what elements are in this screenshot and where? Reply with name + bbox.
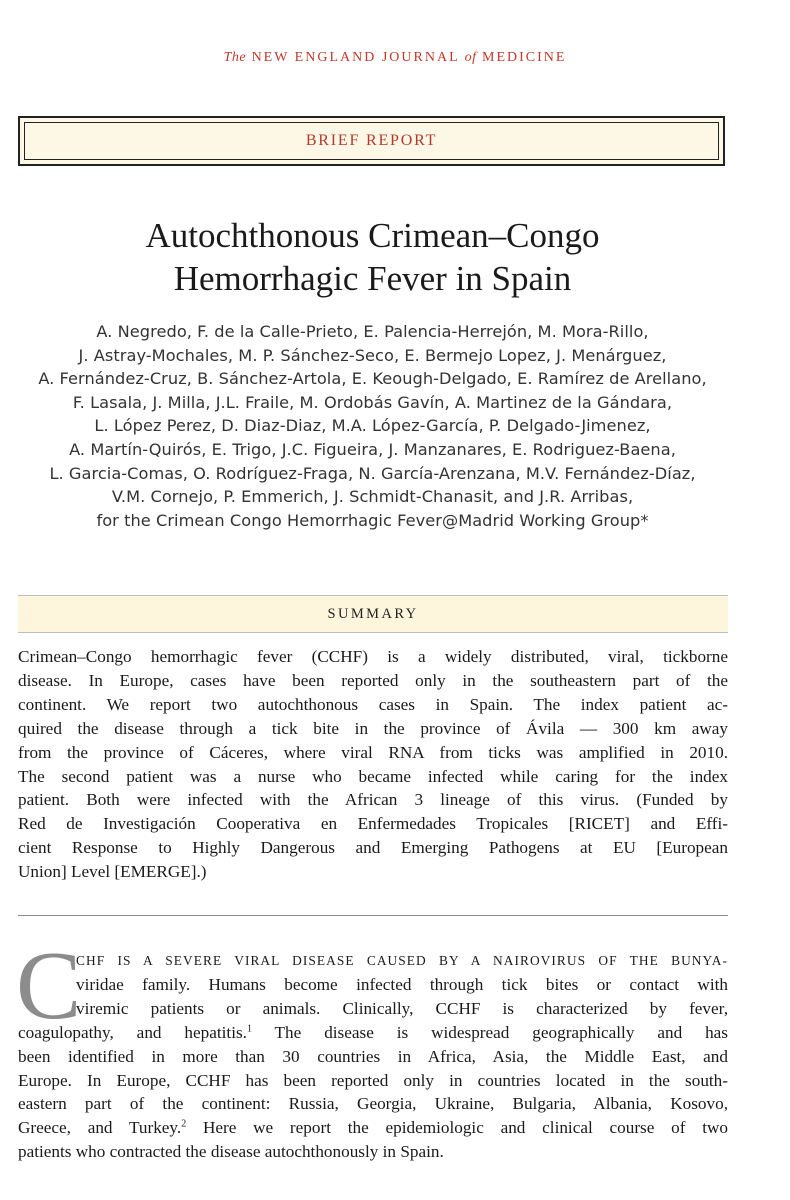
author-line: L. Garcia-Comas, O. Rodríguez-Fraga, N. García-Arenzana, M.V. Fernández-Díaz, [49,463,696,483]
body-line [18,1116,728,1140]
reference-marker[interactable]: 2 [181,1118,187,1130]
summary-paragraph [18,645,728,884]
author-line: for the Crimean Congo Hemorrhagic Fever@Madrid Working Group* [96,510,649,530]
body-line: Europe. In Europe, CCHF has been reported only in countries located in the south- [18,1070,728,1090]
summary-line: Crimean–Congo hemorrhagic fever (CCHF) is a widely distributed, viral, tickborne [18,647,728,666]
article-title-line-1: Autochthonous Crimean–Congo [145,216,600,255]
author-line: A. Fernández-Cruz, B. Sánchez-Artola, E. Keough-Delgado, E. Ramírez de Arellano, [38,369,707,389]
summary-line: from the province of Cáceres, where viral RNA from ticks was amplified in 2010. [18,742,728,762]
summary-line: cient Response to Highly Dangerous and Emerging Pathogens at EU [European [18,838,728,858]
small-caps-lead-in: CHF IS A SEVERE VIRAL DISEASE CAUSED BY A NAIROVIRUS OF THE BUNYA- [76,953,728,968]
summary-line: quired the disease through a tick bite in the province of Ávila — 300 km away [18,718,728,738]
article-title-line-2: Hemorrhagic Fever in Spain [173,259,572,298]
body-paragraph [18,948,728,1164]
journal-header [0,50,790,66]
body-line: been identified in more than 30 countries in Africa, Asia, the Middle East, and [18,1046,728,1066]
author-line: A. Martín-Quirós, E. Trigo, J.C. Figueira, J. Manzanares, E. Rodriguez-Baena, [69,439,676,459]
body-line [18,948,728,973]
author-line: L. López Perez, D. Diaz-Diaz, M.A. López-García, P. Delgado-Jimenez, [94,416,651,436]
section-label-box [18,116,725,166]
summary-line: Union] Level [EMERGE].) [18,862,207,882]
author-line: J. Astray-Mochales, M. P. Sánchez-Seco, E. Bermejo Lopez, J. Menárguez, [78,345,667,365]
body-line [18,1021,728,1045]
journal-header-name-part1: NEW ENGLAND JOURNAL [251,50,460,65]
summary-line: patient. Both were infected with the African 3 lineage of this virus. (Funded by [18,790,728,810]
section-label: BRIEF REPORT [24,122,719,160]
author-line: V.M. Cornejo, P. Emmerich, J. Schmidt-Chanasit, and J.R. Arribas, [111,487,634,507]
body-line: viremic patients or animals. Clinically, CCHF is characterized by fever, [76,998,728,1018]
body-text-segment: Greece, and Turkey. [18,1118,182,1138]
author-line: A. Negredo, F. de la Calle-Prieto, E. Palencia-Herrejón, M. Mora-Rillo, [96,322,649,341]
author-list [0,320,745,532]
summary-line: disease. In Europe, cases have been reported only in the southeastern part of the [18,670,728,690]
summary-line: Red de Investigación Cooperativa en Enfermedades Tropicales [RICET] and Effi- [18,814,728,834]
body-text-segment: The disease is widespread geographically and has [251,1022,728,1042]
body-text-segment: Here we report the epidemiologic and clinical course of two [186,1118,728,1138]
body-line: eastern part of the continent: Russia, Georgia, Ukraine, Bulgaria, Albania, Kosovo, [18,1094,728,1114]
journal-header-the: The [223,50,247,65]
author-line: F. Lasala, J. Milla, J.L. Fraile, M. Ordobás Gavín, A. Martinez de la Gándara, [72,392,673,412]
body-text-segment: coagulopathy, and hepatitis. [18,1022,247,1042]
section-divider [18,915,728,916]
body-line: patients who contracted the disease autochthonously in Spain. [18,1142,444,1162]
body-line: viridae family. Humans become infected through tick bites or contact with [76,974,728,994]
summary-line: continent. We report two autochthonous cases in Spain. The index patient ac- [18,694,728,714]
drop-cap: C [16,932,82,1040]
summary-line: The second patient was a nurse who became infected while caring for the index [18,766,728,786]
summary-heading: SUMMARY [18,595,728,633]
journal-header-of: of [464,50,477,65]
article-title [0,214,745,300]
journal-header-name-part2: MEDICINE [482,50,567,65]
reference-marker[interactable]: 1 [246,1022,252,1034]
